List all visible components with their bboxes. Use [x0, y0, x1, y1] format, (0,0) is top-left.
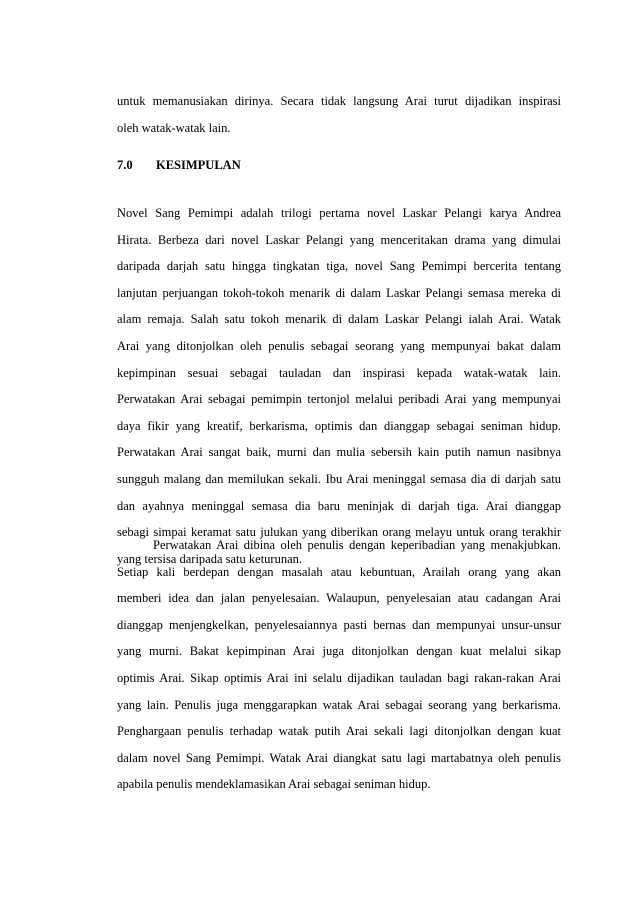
paragraph-line: optimis Arai. Sikap optimis Arai ini selalu dijadikan tauladan bagi rakan-rakan Arai — [117, 670, 561, 685]
section-title: KESIMPULAN — [156, 158, 241, 172]
paragraph-line: Perwatakan Arai sangat baik, murni dan mulia sebersih kain putih namun nasibnya — [117, 445, 561, 460]
paragraph-line: Setiap kali berdepan dengan masalah atau kebuntuan, Arailah orang yang akan — [117, 564, 561, 579]
paragraph-1 — [117, 200, 561, 572]
paragraph-line: yang lain. Penulis juga menggarapkan watak Arai sebagai seorang yang berkarisma. — [117, 697, 561, 712]
paragraph-line: sebagi simpai keramat satu julukan yang diberikan orang melayu untuk orang terakhir — [117, 525, 561, 540]
paragraph-line: alam remaja. Salah satu tokoh menarik di dalam Laskar Pelangi ialah Arai. Watak — [117, 312, 561, 327]
paragraph-line: Novel Sang Pemimpi adalah trilogi pertama novel Laskar Pelangi karya Andrea — [117, 206, 561, 220]
paragraph-line: daripada darjah satu hingga tingkatan tiga, novel Sang Pemimpi bercerita tentang — [117, 259, 561, 274]
paragraph-line: Perwatakan Arai sebagai pemimpin tertonjol melalui peribadi Arai yang mempunyai — [117, 392, 561, 407]
paragraph-2 — [117, 532, 561, 798]
paragraph-line: dalam novel Sang Pemimpi. Watak Arai diangkat satu lagi martabatnya oleh penulis — [117, 750, 561, 765]
paragraph-line: yang tersisa daripada satu keturunan. — [117, 551, 303, 566]
paragraph-line: Hirata. Berbeza dari novel Laskar Pelangi yang menceritakan drama yang dimulai — [117, 232, 561, 247]
paragraph-line: memberi idea dan jalan penyelesaian. Walaupun, penyelesaian atau cadangan Arai — [117, 591, 561, 606]
paragraph-line: Penghargaan penulis terhadap watak putih Arai sekali lagi ditonjolkan dengan kuat — [117, 724, 561, 739]
paragraph-line: oleh watak-watak lain. — [117, 120, 231, 135]
paragraph-line: untuk memanusiakan dirinya. Secara tidak langsung Arai turut dijadikan inspirasi — [117, 94, 561, 108]
paragraph-line: Arai yang ditonjolkan oleh penulis sebagai seorang yang mempunyai bakat dalam — [117, 338, 561, 353]
paragraph-line: kepimpinan sesuai sebagai tauladan dan inspirasi kepada watak-watak lain. — [117, 365, 561, 380]
intro-paragraph — [117, 88, 561, 141]
paragraph-line: sungguh malang dan memilukan sekali. Ibu Arai meninggal semasa dia di darjah satu — [117, 471, 561, 486]
paragraph-line: apabila penulis mendeklamasikan Arai sebagai seniman hidup. — [117, 777, 431, 792]
paragraph-line: Perwatakan Arai dibina oleh penulis dengan keperibadian yang menakjubkan. — [153, 538, 561, 552]
paragraph-line: dianggap menjengkelkan, penyelesaiannya pasti bernas dan mempunyai unsur-unsur — [117, 617, 561, 632]
section-heading — [117, 152, 241, 179]
paragraph-line: yang murni. Bakat kepimpinan Arai juga ditonjolkan dengan kuat melalui sikap — [117, 644, 561, 659]
section-number: 7.0 — [117, 158, 133, 172]
paragraph-line: lanjutan perjuangan tokoh-tokoh menarik di dalam Laskar Pelangi semasa mereka di — [117, 285, 561, 300]
paragraph-line: dan ayahnya meninggal semasa dia baru meninjak di darjah tiga. Arai dianggap — [117, 498, 561, 513]
paragraph-line: daya fikir yang kreatif, berkarisma, optimis dan dianggap sebagai seniman hidup. — [117, 418, 561, 433]
